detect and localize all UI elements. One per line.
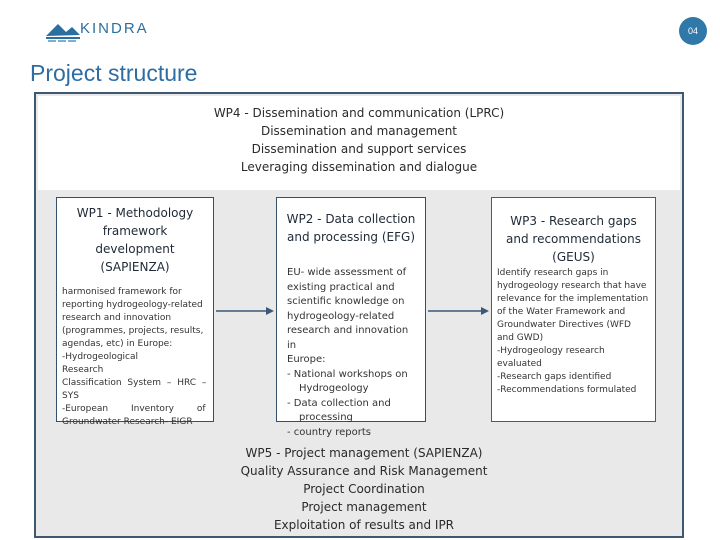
wp4-title: WP4 - Dissemination and communication (LPRC)	[213, 106, 505, 120]
wp1-body-line: research and innovation	[62, 313, 172, 323]
wp3-body-line: hydrogeology research that have	[497, 281, 647, 291]
wp1-body-line: SYS	[62, 391, 79, 401]
wp3-body-line: Identify research gaps in	[497, 268, 609, 278]
wp2-title-line: and processing (EFG)	[286, 230, 416, 244]
wp2-body-line: EU- wide assessment of	[287, 267, 407, 278]
wp2-body-line: research and innovation in	[287, 325, 409, 351]
wp4-line: Leveraging dissemination and dialogue	[240, 160, 478, 174]
wp3-body-line: relevance for the implementation	[497, 294, 649, 304]
wp5-line: Quality Assurance and Risk Management	[240, 464, 488, 478]
wp3-body-line: of the Water Framework and	[497, 307, 626, 317]
wp2-title-line: WP2 - Data collection	[286, 212, 416, 226]
wp1-description	[57, 286, 213, 429]
wp4-line: Dissemination and support services	[251, 142, 467, 156]
wp3-title	[492, 198, 655, 266]
wp2-body-line: hydrogeology-related	[287, 310, 395, 322]
wp2-title	[277, 198, 425, 246]
wp2-body-line: Europe:	[287, 354, 326, 365]
wp1-title-line: WP1 - Methodology	[76, 206, 194, 220]
wp1-body-line: -European Inventory of	[62, 404, 206, 414]
wp3-body-line: -Research gaps identified	[497, 372, 612, 382]
arrow-right-icon	[214, 304, 276, 318]
wp3-body-line: -Hydrogeology research	[497, 346, 605, 356]
wp3-description	[492, 267, 655, 397]
wp5-line: Project Coordination	[303, 482, 425, 496]
wp2-body-line: processing	[299, 412, 353, 423]
wp1-body-line: Classification System – HRC –	[62, 378, 207, 388]
wp4-line: Dissemination and management	[260, 124, 458, 138]
wp2-body-line: - Data collection and	[287, 397, 391, 409]
wp3-body-line: Groundwater Directives (WFD	[497, 320, 631, 330]
wp1-box	[56, 197, 214, 427]
wp1-title-line: (SAPIENZA)	[100, 260, 170, 274]
wp3-body-line: and GWD)	[497, 333, 544, 343]
project-structure-diagram	[34, 92, 684, 538]
wp2-body-line: scientific knowledge on	[287, 296, 405, 307]
wp1-title-line: development	[95, 242, 175, 256]
wp1-body-line: -Hydrogeological Research	[62, 352, 139, 375]
wp2-body-line: - National workshops on	[287, 368, 408, 380]
arrow-right-icon	[426, 304, 491, 318]
wp1-title	[57, 198, 213, 276]
wp5-title: WP5 - Project management (SAPIENZA)	[245, 446, 483, 460]
wp4-box	[38, 96, 680, 190]
page-title: Project structure	[30, 60, 198, 86]
wp2-box	[276, 197, 426, 438]
wp2-body-line: Hydrogeology	[299, 383, 369, 394]
wp1-title-line: framework	[102, 224, 168, 238]
wp2-description	[277, 266, 425, 440]
wp1-body-line: Groundwater Research- EIGR	[62, 417, 193, 427]
wp3-body-line: -Recommendations formulated	[497, 385, 637, 395]
wp1-body-line: (programmes, projects, results,	[62, 326, 204, 336]
wp1-body-line: reporting hydrogeology-related	[62, 300, 203, 310]
wp3-title-line: (GEUS)	[552, 250, 595, 264]
logo-text: KINDRA	[80, 20, 149, 37]
wp2-body-line: - country reports	[287, 426, 371, 438]
page-number-badge: 04	[679, 17, 707, 45]
wp3-box	[491, 197, 656, 422]
wp3-title-line: WP3 - Research gaps	[510, 214, 637, 228]
wp1-body-line: agendas, etc) in Europe:	[62, 339, 173, 349]
wp3-title-line: and recommendations	[506, 232, 641, 246]
wp2-body-line: existing practical and	[287, 281, 395, 293]
wp5-line: Project management	[301, 500, 427, 514]
wp1-body-line: harmonised framework for	[62, 287, 182, 297]
wp5-line: Exploitation of results and IPR	[273, 518, 455, 532]
wp3-body-line: evaluated	[497, 359, 542, 369]
wp5-block	[224, 444, 504, 534]
